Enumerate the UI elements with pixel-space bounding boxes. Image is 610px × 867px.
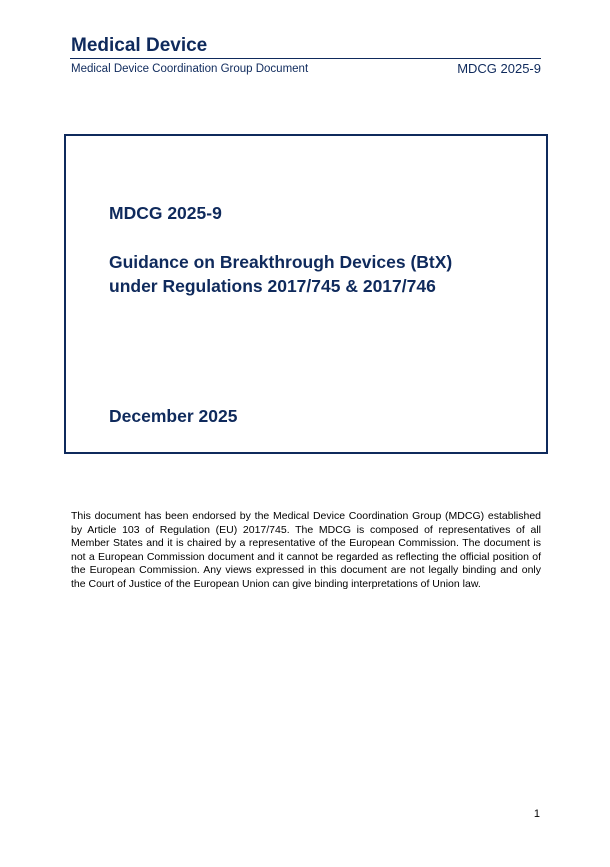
header-subtitle: Medical Device Coordination Group Document <box>71 63 309 75</box>
document-reference: MDCG 2025-9 <box>109 203 222 223</box>
title-box <box>64 134 548 454</box>
header-reference: MDCG 2025-9 <box>457 61 541 76</box>
document-title-line-1: Guidance on Breakthrough Devices (BtX) <box>109 252 453 272</box>
document-date: December 2025 <box>109 406 238 426</box>
document-title-line-2: under Regulations 2017/745 & 2017/746 <box>109 276 436 296</box>
header-title: Medical Device <box>71 35 208 56</box>
header-divider <box>70 58 541 59</box>
disclaimer-paragraph: This document has been endorsed by the Medical Device Coordination Group (MDCG) established by Article 103 of Regulation (EU) 2017/745. The MDCG is composed of representatives of all Member States and it is chaired by a representative of the European Commission. The document is not a European Commission document and it cannot be regarded as reflecting the official position of the European Commission. Any views expressed in this document are not legally binding and only the Court of Justice of the European Union can give binding interpretations of Union law. <box>71 510 541 590</box>
page-number: 1 <box>533 808 540 820</box>
document-title <box>109 250 529 298</box>
